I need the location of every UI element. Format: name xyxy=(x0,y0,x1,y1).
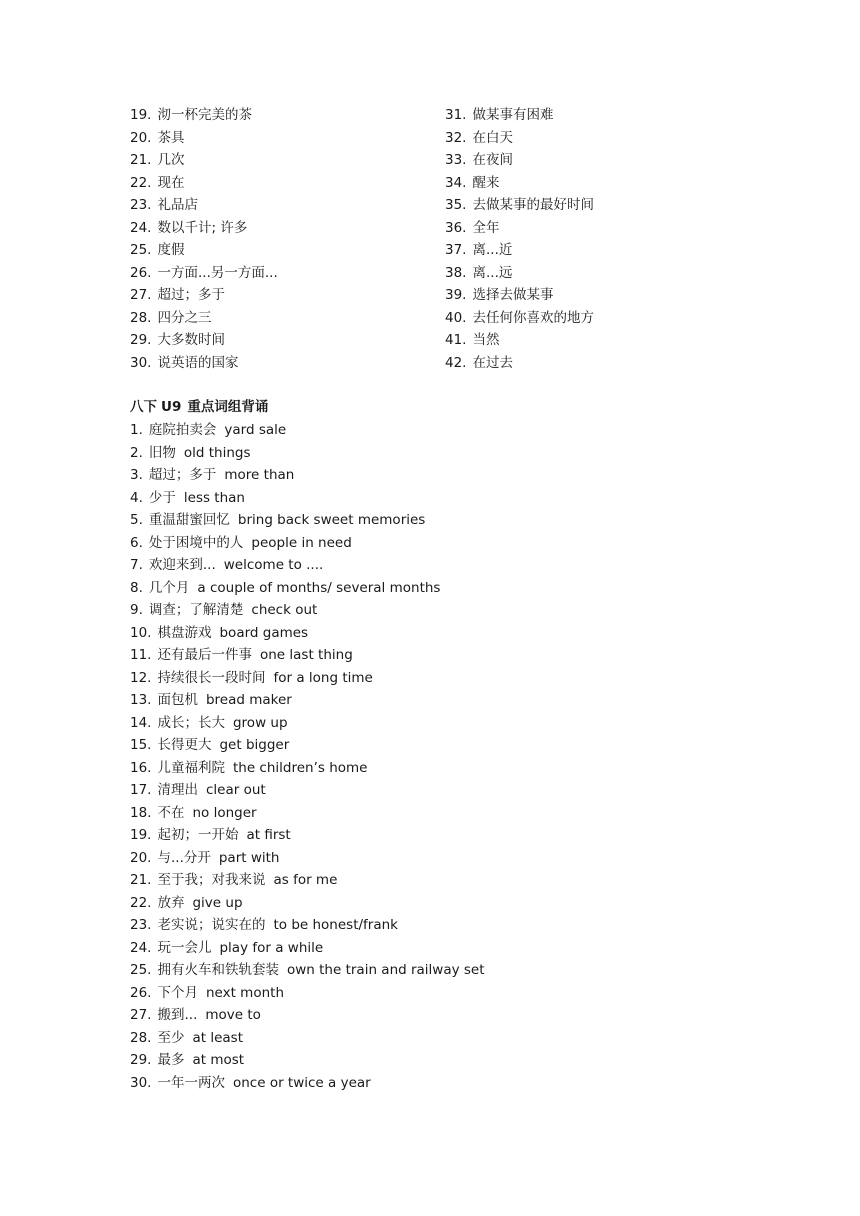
item-number: 19. xyxy=(130,107,152,123)
item-chinese: 儿童福利院 xyxy=(157,759,225,776)
item-chinese: 说英语的国家 xyxy=(157,354,239,371)
list-item xyxy=(445,329,745,352)
item-english: a couple of months/ several months xyxy=(197,579,441,596)
list-item xyxy=(130,509,730,532)
item-chinese: 拥有火车和铁轨套装 xyxy=(157,962,279,978)
item-number: 20. xyxy=(130,129,152,146)
list-item xyxy=(130,442,730,465)
item-chinese: 离...远 xyxy=(472,264,513,281)
item-number: 2. xyxy=(130,444,143,461)
item-number: 25. xyxy=(130,242,152,258)
list-item xyxy=(445,172,745,195)
list-item xyxy=(130,689,730,712)
item-english: welcome to .... xyxy=(223,557,324,573)
item-chinese: 一年一两次 xyxy=(157,1074,225,1091)
item-number: 6. xyxy=(130,534,143,551)
item-number: 27. xyxy=(130,1007,152,1023)
item-chinese: 当然 xyxy=(472,332,500,348)
item-chinese: 四分之三 xyxy=(157,309,212,326)
list-item xyxy=(130,599,730,622)
item-number: 28. xyxy=(130,309,152,326)
item-chinese: 旧物 xyxy=(148,444,176,461)
item-number: 30. xyxy=(130,1074,152,1091)
item-number: 13. xyxy=(130,692,152,708)
item-chinese: 至少 xyxy=(157,1029,185,1046)
item-chinese: 离...近 xyxy=(472,242,513,258)
list-item xyxy=(130,1049,730,1072)
item-number: 23. xyxy=(130,197,152,213)
item-chinese: 在白天 xyxy=(472,129,513,146)
list-item xyxy=(130,487,730,510)
list-item xyxy=(445,262,745,285)
list-item xyxy=(130,329,430,352)
phrase-list-right xyxy=(445,104,745,374)
item-chinese: 在过去 xyxy=(472,354,513,371)
item-number: 41. xyxy=(445,332,467,348)
item-chinese: 超过；多于 xyxy=(157,287,225,303)
item-chinese: 几次 xyxy=(157,152,185,168)
list-item xyxy=(130,104,430,127)
item-number: 21. xyxy=(130,152,152,168)
item-chinese: 老实说；说实在的 xyxy=(157,917,266,933)
list-item xyxy=(130,892,730,915)
item-number: 36. xyxy=(445,219,467,236)
item-chinese: 持续很长一段时间 xyxy=(157,669,266,686)
item-english: move to xyxy=(205,1007,261,1023)
list-item xyxy=(130,644,730,667)
list-item xyxy=(130,1004,730,1027)
item-english: own the train and railway set xyxy=(286,962,485,978)
item-english: people in need xyxy=(251,534,352,551)
item-chinese: 几个月 xyxy=(148,579,190,596)
list-item xyxy=(130,847,730,870)
item-chinese: 与...分开 xyxy=(157,849,211,866)
list-item xyxy=(445,217,745,240)
item-chinese: 少于 xyxy=(148,489,176,506)
item-number: 5. xyxy=(130,512,143,528)
list-item xyxy=(445,284,745,307)
item-english: for a long time xyxy=(273,669,373,686)
item-number: 9. xyxy=(130,602,143,618)
item-chinese: 大多数时间 xyxy=(157,332,225,348)
list-item xyxy=(130,667,730,690)
list-item xyxy=(130,959,730,982)
item-english: clear out xyxy=(205,782,266,798)
list-item xyxy=(130,869,730,892)
item-number: 21. xyxy=(130,872,152,888)
list-item xyxy=(445,194,745,217)
list-item xyxy=(130,824,730,847)
item-chinese: 调查；了解清楚 xyxy=(148,602,244,618)
list-item xyxy=(445,307,745,330)
item-chinese: 不在 xyxy=(157,804,185,821)
item-chinese: 在夜间 xyxy=(472,152,513,168)
list-item xyxy=(130,194,430,217)
list-item xyxy=(130,802,730,825)
item-english: grow up xyxy=(232,714,288,731)
item-chinese: 面包机 xyxy=(157,692,198,708)
item-number: 17. xyxy=(130,782,152,798)
item-number: 19. xyxy=(130,827,152,843)
item-english: bring back sweet memories xyxy=(237,512,426,528)
item-number: 40. xyxy=(445,309,467,326)
item-number: 26. xyxy=(130,984,152,1001)
item-english: board games xyxy=(219,624,309,641)
item-number: 42. xyxy=(445,354,467,371)
item-chinese: 起初；一开始 xyxy=(157,827,239,843)
list-item xyxy=(130,284,430,307)
item-number: 28. xyxy=(130,1029,152,1046)
item-number: 34. xyxy=(445,174,467,191)
item-english: no longer xyxy=(192,804,257,821)
item-number: 26. xyxy=(130,264,152,281)
item-number: 33. xyxy=(445,152,467,168)
item-chinese: 玩一会儿 xyxy=(157,939,212,956)
item-number: 1. xyxy=(130,422,143,438)
item-english: at first xyxy=(246,827,291,843)
item-chinese: 去任何你喜欢的地方 xyxy=(472,309,594,326)
item-number: 18. xyxy=(130,804,152,821)
list-item xyxy=(130,1072,730,1095)
item-chinese: 超过；多于 xyxy=(148,467,217,483)
item-english: part with xyxy=(218,849,280,866)
item-english: check out xyxy=(251,602,318,618)
list-item xyxy=(445,104,745,127)
item-english: bread maker xyxy=(205,692,292,708)
item-number: 12. xyxy=(130,669,152,686)
list-item xyxy=(130,554,730,577)
item-chinese: 最多 xyxy=(157,1052,185,1068)
item-number: 11. xyxy=(130,647,152,663)
item-number: 4. xyxy=(130,489,143,506)
item-number: 22. xyxy=(130,894,152,911)
item-number: 24. xyxy=(130,939,152,956)
item-english: play for a while xyxy=(219,939,324,956)
item-number: 37. xyxy=(445,242,467,258)
list-item xyxy=(130,1027,730,1050)
item-number: 39. xyxy=(445,287,467,303)
list-item xyxy=(130,734,730,757)
item-chinese: 沏一杯完美的茶 xyxy=(157,107,252,123)
list-item xyxy=(445,127,745,150)
item-english: at most xyxy=(192,1052,245,1068)
item-number: 8. xyxy=(130,579,143,596)
item-number: 16. xyxy=(130,759,152,776)
item-number: 24. xyxy=(130,219,152,236)
item-chinese: 度假 xyxy=(157,242,185,258)
list-item xyxy=(445,239,745,262)
list-item xyxy=(130,352,430,375)
item-english: less than xyxy=(183,489,245,506)
section-title-text: 重点词组背诵 xyxy=(187,399,269,415)
list-item xyxy=(130,622,730,645)
phrase-list-left xyxy=(130,104,430,374)
item-chinese: 还有最后一件事 xyxy=(157,647,252,663)
item-english: to be honest/frank xyxy=(273,917,398,933)
item-english: give up xyxy=(192,894,243,911)
item-number: 29. xyxy=(130,1052,152,1068)
list-item xyxy=(130,464,730,487)
item-number: 31. xyxy=(445,107,467,123)
item-number: 20. xyxy=(130,849,152,866)
list-item xyxy=(130,419,730,442)
item-chinese: 礼品店 xyxy=(157,197,198,213)
list-item xyxy=(130,532,730,555)
list-item xyxy=(130,217,430,240)
item-number: 14. xyxy=(130,714,152,731)
item-chinese: 重温甜蜜回忆 xyxy=(148,512,230,528)
item-english: more than xyxy=(224,467,295,483)
item-number: 27. xyxy=(130,287,152,303)
item-chinese: 长得更大 xyxy=(157,737,212,753)
item-english: at least xyxy=(192,1029,243,1046)
item-chinese: 茶具 xyxy=(157,129,185,146)
item-english: get bigger xyxy=(219,737,290,753)
item-chinese: 至于我；对我来说 xyxy=(157,872,266,888)
list-item xyxy=(130,937,730,960)
item-number: 22. xyxy=(130,174,152,191)
item-chinese: 选择去做某事 xyxy=(472,287,554,303)
item-chinese: 一方面...另一方面... xyxy=(157,264,278,281)
item-english: yard sale xyxy=(224,422,287,438)
list-item xyxy=(130,914,730,937)
item-chinese: 做某事有困难 xyxy=(472,107,554,123)
item-english: next month xyxy=(205,984,284,1001)
item-number: 30. xyxy=(130,354,152,371)
item-number: 15. xyxy=(130,737,152,753)
item-chinese: 去做某事的最好时间 xyxy=(472,197,594,213)
item-number: 23. xyxy=(130,917,152,933)
item-chinese: 成长；长大 xyxy=(157,714,225,731)
list-item xyxy=(445,352,745,375)
item-english: once or twice a year xyxy=(232,1074,371,1091)
item-chinese: 处于困境中的人 xyxy=(148,534,244,551)
item-chinese: 棋盘游戏 xyxy=(157,624,212,641)
item-number: 29. xyxy=(130,332,152,348)
item-number: 7. xyxy=(130,557,143,573)
section-unit-code: U9 xyxy=(161,399,182,415)
list-item xyxy=(130,172,430,195)
item-chinese: 下个月 xyxy=(157,984,198,1001)
list-item xyxy=(130,127,430,150)
item-chinese: 搬到... xyxy=(157,1007,198,1023)
item-number: 25. xyxy=(130,962,152,978)
item-number: 35. xyxy=(445,197,467,213)
item-chinese: 放弃 xyxy=(157,894,185,911)
list-item xyxy=(445,149,745,172)
u9-phrase-list xyxy=(130,419,730,1094)
item-number: 10. xyxy=(130,624,152,641)
item-chinese: 欢迎来到... xyxy=(148,557,216,573)
list-item xyxy=(130,982,730,1005)
section-prefix: 八下 xyxy=(130,399,157,415)
item-english: old things xyxy=(183,444,251,461)
list-item xyxy=(130,239,430,262)
item-chinese: 全年 xyxy=(472,219,500,236)
item-chinese: 数以千计; 许多 xyxy=(157,219,248,236)
section-heading xyxy=(130,396,268,419)
list-item xyxy=(130,712,730,735)
item-chinese: 清理出 xyxy=(157,782,198,798)
item-english: the children’s home xyxy=(232,759,368,776)
item-number: 3. xyxy=(130,467,143,483)
list-item xyxy=(130,577,730,600)
item-english: as for me xyxy=(273,872,338,888)
list-item xyxy=(130,307,430,330)
item-chinese: 庭院拍卖会 xyxy=(148,422,217,438)
item-chinese: 现在 xyxy=(157,174,185,191)
list-item xyxy=(130,149,430,172)
list-item xyxy=(130,262,430,285)
list-item xyxy=(130,757,730,780)
item-english: one last thing xyxy=(259,647,353,663)
item-number: 38. xyxy=(445,264,467,281)
item-number: 32. xyxy=(445,129,467,146)
list-item xyxy=(130,779,730,802)
item-chinese: 醒来 xyxy=(472,174,500,191)
